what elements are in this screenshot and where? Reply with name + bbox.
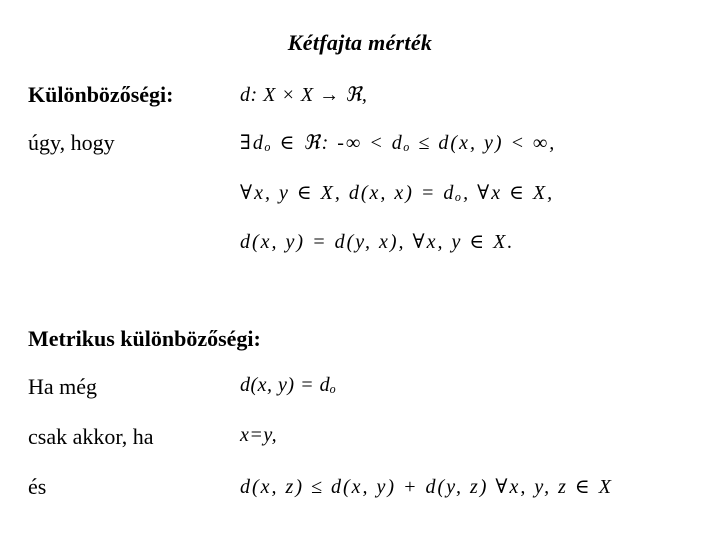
identity-formula: x=y,: [240, 424, 278, 446]
metric-dissimilarity-heading: Metrikus különbözőségi:: [28, 326, 261, 351]
only-if-label: csak akkor, ha: [28, 424, 154, 449]
condition-label: úgy, hogy: [28, 130, 115, 155]
metric-condition-formula: d(x, y) = dₒ: [240, 374, 337, 396]
triangle-inequality-formula: d(x, z) ≤ d(x, y) + d(y, z) ∀x, y, z ∈ X: [240, 476, 613, 498]
and-label: és: [28, 474, 47, 499]
self-distance-formula: ∀x, y ∈ X, d(x, x) = dₒ, ∀x ∈ X,: [240, 182, 555, 204]
metric-condition-label: Ha még: [28, 374, 98, 399]
bounds-formula: ∃dₒ ∈ ℜ: -∞ < dₒ ≤ d(x, y) < ∞,: [240, 132, 557, 154]
symmetry-formula: d(x, y) = d(y, x), ∀x, y ∈ X.: [240, 231, 515, 253]
dissimilarity-definition-formula: d: X × X → ℜ,: [240, 84, 368, 106]
dissimilarity-heading: Különbözőségi:: [28, 82, 174, 107]
slide-title: Kétfajta mérték: [287, 30, 433, 55]
